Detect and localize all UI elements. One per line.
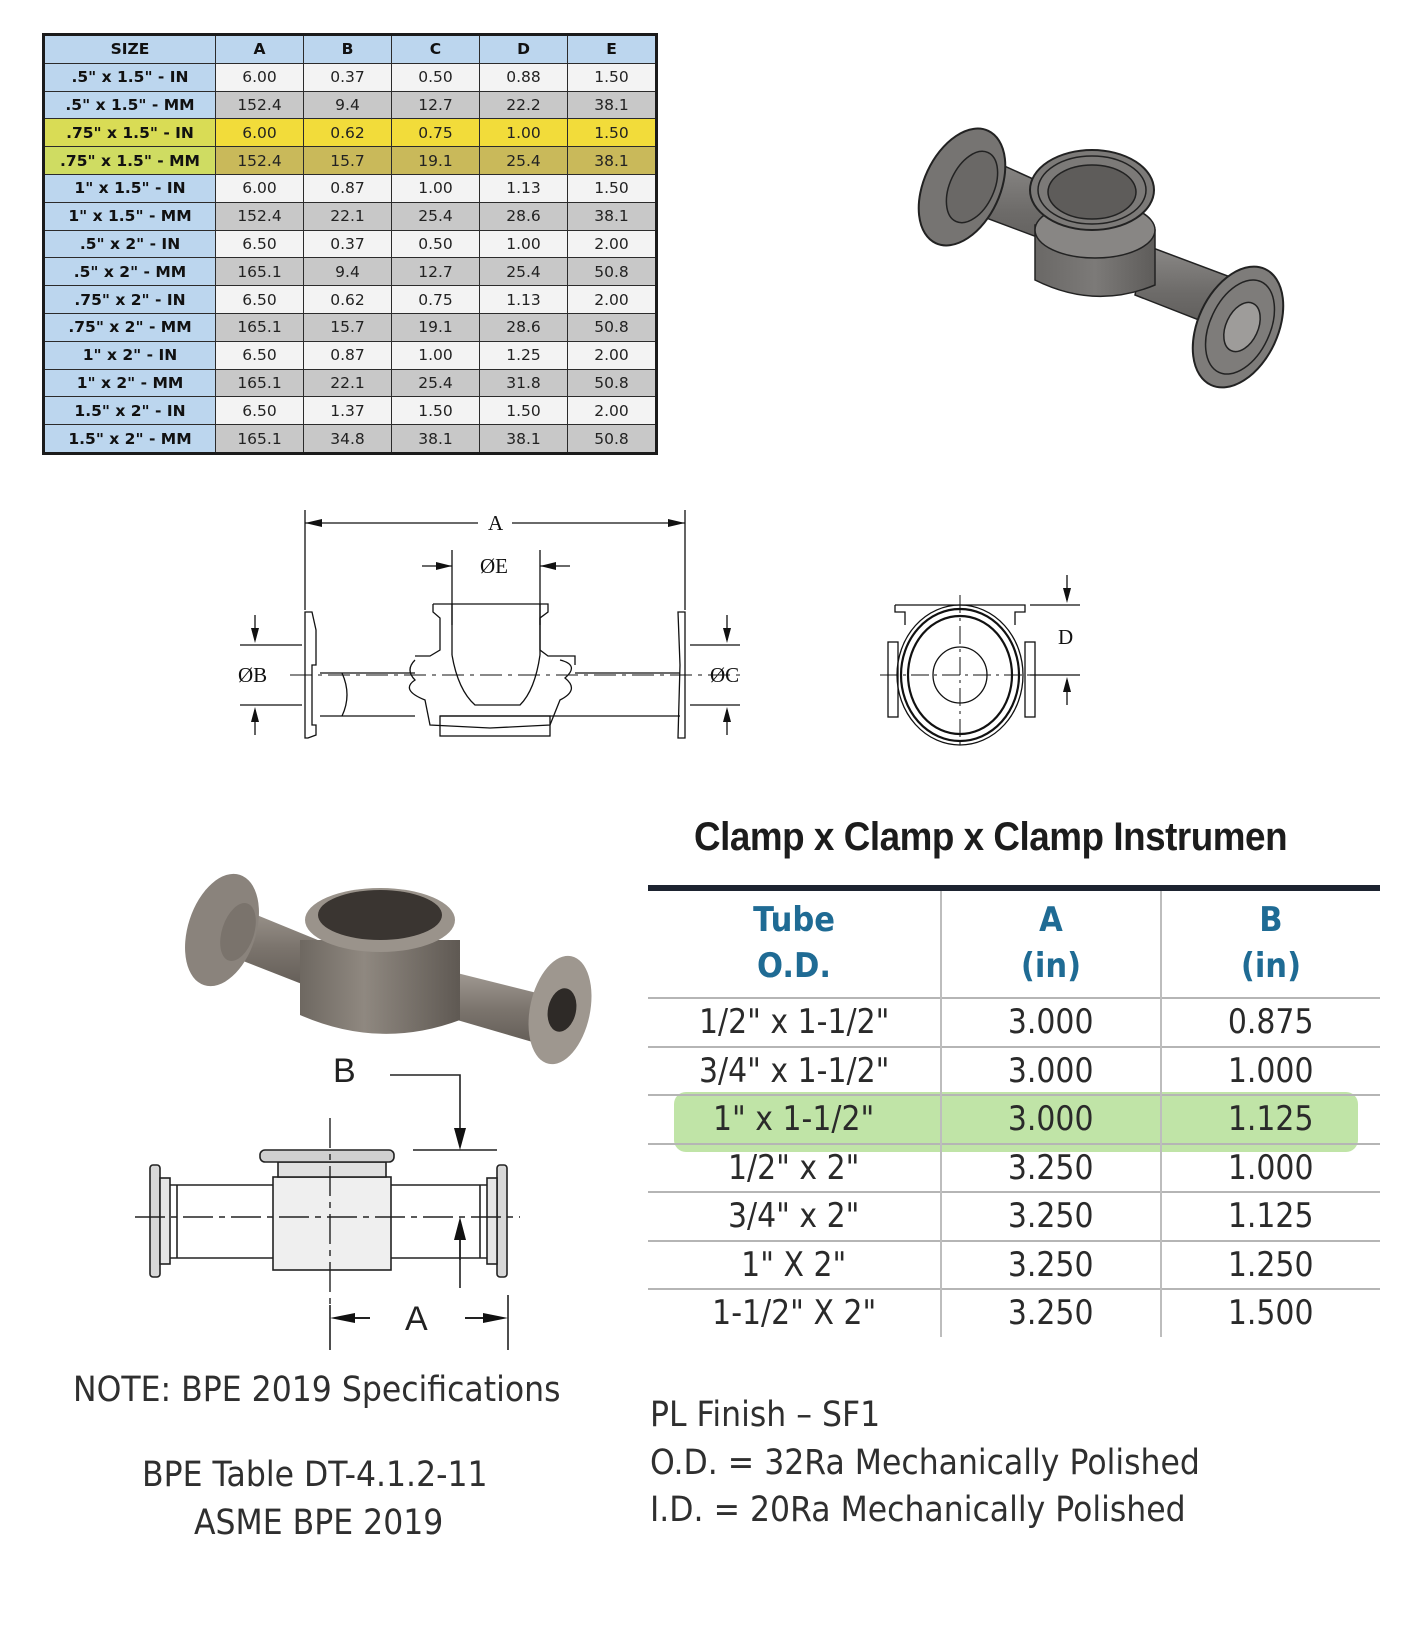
table-row-highlighted xyxy=(44,119,657,147)
table-row xyxy=(44,202,657,230)
table-row xyxy=(44,341,657,369)
size-cell: 1" x 1.5" - MM xyxy=(44,202,216,230)
tube-od-cell xyxy=(648,1095,941,1144)
table-row xyxy=(44,425,657,454)
tube-od-cell xyxy=(648,1144,941,1193)
value-cell: 12.7 xyxy=(392,91,480,119)
cell-text: 1.125 xyxy=(1228,1099,1314,1140)
value-cell: 25.4 xyxy=(392,369,480,397)
table-row xyxy=(44,63,657,91)
cell-text: 3.000 xyxy=(1008,1099,1094,1140)
b-cell xyxy=(1161,998,1380,1047)
value-cell: 38.1 xyxy=(480,425,568,454)
value-cell: 1.50 xyxy=(568,63,657,91)
a-cell xyxy=(941,1047,1161,1096)
value-cell: 19.1 xyxy=(392,313,480,341)
header-size: SIZE xyxy=(44,35,216,64)
value-cell: 0.62 xyxy=(304,286,392,314)
table-row xyxy=(44,230,657,258)
cell-text: 3.000 xyxy=(1008,1050,1094,1091)
cell-text: 3.000 xyxy=(1008,1002,1094,1043)
value-cell: 25.4 xyxy=(480,147,568,175)
dim-label-e: ØE xyxy=(480,554,508,578)
cell-text: 1-1/2" X 2" xyxy=(711,1293,877,1334)
b-cell xyxy=(1161,1289,1380,1337)
header-a-in xyxy=(952,888,1150,998)
value-cell: 1.50 xyxy=(568,119,657,147)
header-a: A xyxy=(216,35,304,64)
value-cell: 1.00 xyxy=(392,341,480,369)
cell-text: 0.875 xyxy=(1228,1002,1314,1043)
table-row xyxy=(44,91,657,119)
value-cell: 1.00 xyxy=(480,230,568,258)
value-cell: 1.13 xyxy=(480,286,568,314)
value-cell: 1.50 xyxy=(392,397,480,425)
b-cell xyxy=(1161,1241,1380,1290)
value-cell: 19.1 xyxy=(392,147,480,175)
value-cell: 9.4 xyxy=(304,258,392,286)
dim-label-d: D xyxy=(1058,625,1074,649)
cell-text: 1" X 2" xyxy=(741,1244,847,1285)
dim-label-a: A xyxy=(488,511,504,535)
table-row xyxy=(648,998,1380,1047)
value-cell: 6.50 xyxy=(216,397,304,425)
size-cell: 1.5" x 2" - IN xyxy=(44,397,216,425)
value-cell: 15.7 xyxy=(304,313,392,341)
value-cell: 2.00 xyxy=(568,341,657,369)
size-cell: .5" x 2" - MM xyxy=(44,258,216,286)
dimension-spec-table xyxy=(42,33,658,455)
value-cell: 165.1 xyxy=(216,425,304,454)
value-cell: 1.00 xyxy=(392,174,480,202)
value-cell: 0.37 xyxy=(304,230,392,258)
a-cell xyxy=(941,1192,1161,1241)
header-line: (in) xyxy=(1240,946,1302,986)
value-cell: 0.62 xyxy=(304,119,392,147)
value-cell: 165.1 xyxy=(216,258,304,286)
value-cell: 34.8 xyxy=(304,425,392,454)
value-cell: 6.00 xyxy=(216,119,304,147)
tube-od-cell xyxy=(648,1289,941,1337)
value-cell: 1.25 xyxy=(480,341,568,369)
clamp-table-title: Clamp x Clamp x Clamp Instrumen xyxy=(694,815,1288,859)
note-text: NOTE: BPE 2019 Specifications xyxy=(73,1370,561,1410)
size-cell: 1" x 2" - IN xyxy=(44,341,216,369)
note-text: I.D. = 20Ra Mechanically Polished xyxy=(650,1490,1186,1530)
value-cell: 15.7 xyxy=(304,147,392,175)
dimension-drawing-bottom xyxy=(135,1052,535,1360)
value-cell: 25.4 xyxy=(392,202,480,230)
value-cell: 0.87 xyxy=(304,174,392,202)
table-row-highlighted xyxy=(648,1095,1380,1144)
cell-text: 3/4" x 2" xyxy=(728,1196,860,1237)
value-cell: 50.8 xyxy=(568,313,657,341)
cell-text: 1.125 xyxy=(1228,1196,1314,1237)
value-cell: 25.4 xyxy=(480,258,568,286)
a-cell xyxy=(941,1095,1161,1144)
a-cell xyxy=(941,1289,1161,1337)
value-cell: 6.00 xyxy=(216,63,304,91)
dim-label-b: ØB xyxy=(238,663,268,687)
tube-od-cell xyxy=(648,1047,941,1096)
cad-render-instrument-tee xyxy=(920,95,1290,405)
header-b-in xyxy=(1172,888,1369,998)
value-cell: 38.1 xyxy=(568,91,657,119)
value-cell: 165.1 xyxy=(216,369,304,397)
cell-text: 1.250 xyxy=(1228,1244,1314,1285)
bpe-table-ref xyxy=(142,1455,526,1495)
value-cell: 1.13 xyxy=(480,174,568,202)
value-cell: 6.00 xyxy=(216,174,304,202)
value-cell: 38.1 xyxy=(568,147,657,175)
table-row xyxy=(648,1192,1380,1241)
header-tube-od xyxy=(663,888,927,998)
value-cell: 0.50 xyxy=(392,63,480,91)
value-cell: 28.6 xyxy=(480,202,568,230)
header-line: A xyxy=(1039,900,1063,940)
cell-text: 1" x 1-1/2" xyxy=(713,1099,875,1140)
value-cell: 1.50 xyxy=(568,174,657,202)
clamp-table-header-row xyxy=(648,888,1380,998)
header-b: B xyxy=(304,35,392,64)
header-c: C xyxy=(392,35,480,64)
cell-text: 3.250 xyxy=(1008,1293,1094,1334)
header-line: O.D. xyxy=(757,946,832,986)
b-cell xyxy=(1161,1047,1380,1096)
clamp-dimension-table xyxy=(648,885,1380,1337)
dim-label-c: ØC xyxy=(710,663,740,687)
value-cell: 2.00 xyxy=(568,230,657,258)
finish-note xyxy=(650,1395,906,1435)
value-cell: 1.50 xyxy=(480,397,568,425)
cell-text: 1.500 xyxy=(1228,1293,1314,1334)
size-cell: .5" x 1.5" - MM xyxy=(44,91,216,119)
tube-od-cell xyxy=(648,998,941,1047)
value-cell: 0.37 xyxy=(304,63,392,91)
b-cell xyxy=(1161,1192,1380,1241)
value-cell: 31.8 xyxy=(480,369,568,397)
tube-od-cell xyxy=(648,1241,941,1290)
value-cell: 1.00 xyxy=(480,119,568,147)
a-cell xyxy=(941,1241,1161,1290)
spec-table-header-row xyxy=(44,35,657,64)
value-cell: 50.8 xyxy=(568,425,657,454)
cell-text: 1/2" x 1-1/2" xyxy=(698,1002,890,1043)
table-row xyxy=(44,286,657,314)
value-cell: 0.75 xyxy=(392,119,480,147)
table-row xyxy=(648,1289,1380,1337)
header-line: Tube xyxy=(753,900,836,940)
id-finish-note xyxy=(650,1490,1245,1530)
value-cell: 6.50 xyxy=(216,230,304,258)
value-cell: 152.4 xyxy=(216,147,304,175)
bpe-spec-note xyxy=(73,1370,615,1410)
a-cell xyxy=(941,1144,1161,1193)
value-cell: 50.8 xyxy=(568,258,657,286)
cell-text: 1.000 xyxy=(1228,1147,1314,1188)
table-row xyxy=(44,174,657,202)
b-cell xyxy=(1161,1144,1380,1193)
value-cell: 28.6 xyxy=(480,313,568,341)
cell-text: 3.250 xyxy=(1008,1147,1094,1188)
value-cell: 152.4 xyxy=(216,202,304,230)
header-line: (in) xyxy=(1020,946,1082,986)
od-finish-note xyxy=(650,1443,1261,1483)
value-cell: 38.1 xyxy=(568,202,657,230)
size-cell: .75" x 1.5" - IN xyxy=(44,119,216,147)
dim-label-b-bottom: B xyxy=(333,1052,356,1090)
value-cell: 0.88 xyxy=(480,63,568,91)
header-line: B xyxy=(1259,900,1283,940)
table-row xyxy=(44,313,657,341)
size-cell: .75" x 1.5" - MM xyxy=(44,147,216,175)
value-cell: 165.1 xyxy=(216,313,304,341)
cell-text: 1/2" x 2" xyxy=(728,1147,860,1188)
header-d: D xyxy=(480,35,568,64)
size-cell: .5" x 1.5" - IN xyxy=(44,63,216,91)
note-text: ASME BPE 2019 xyxy=(194,1503,444,1543)
a-cell xyxy=(941,998,1161,1047)
size-cell: 1.5" x 2" - MM xyxy=(44,425,216,454)
dim-label-a-bottom: A xyxy=(405,1300,428,1338)
value-cell: 6.50 xyxy=(216,341,304,369)
asme-ref xyxy=(194,1503,471,1543)
size-cell: 1" x 1.5" - IN xyxy=(44,174,216,202)
tube-od-cell xyxy=(648,1192,941,1241)
value-cell: 0.50 xyxy=(392,230,480,258)
value-cell: 1.37 xyxy=(304,397,392,425)
value-cell: 50.8 xyxy=(568,369,657,397)
cell-text: 3.250 xyxy=(1008,1196,1094,1237)
photo-render-instrument-tee xyxy=(180,860,600,1080)
value-cell: 9.4 xyxy=(304,91,392,119)
value-cell: 6.50 xyxy=(216,286,304,314)
value-cell: 38.1 xyxy=(392,425,480,454)
cell-text: 1.000 xyxy=(1228,1050,1314,1091)
value-cell: 12.7 xyxy=(392,258,480,286)
cell-text: 3.250 xyxy=(1008,1244,1094,1285)
b-cell xyxy=(1161,1095,1380,1144)
table-row xyxy=(44,258,657,286)
size-cell: .75" x 2" - MM xyxy=(44,313,216,341)
size-cell: 1" x 2" - MM xyxy=(44,369,216,397)
table-row-highlighted xyxy=(44,147,657,175)
table-row xyxy=(648,1047,1380,1096)
table-row xyxy=(44,369,657,397)
value-cell: 152.4 xyxy=(216,91,304,119)
value-cell: 22.1 xyxy=(304,369,392,397)
side-view-drawing xyxy=(230,500,790,760)
table-row xyxy=(648,1241,1380,1290)
value-cell: 0.75 xyxy=(392,286,480,314)
size-cell: .75" x 2" - IN xyxy=(44,286,216,314)
value-cell: 2.00 xyxy=(568,397,657,425)
header-e: E xyxy=(568,35,657,64)
note-text: PL Finish – SF1 xyxy=(650,1395,881,1435)
note-text: O.D. = 32Ra Mechanically Polished xyxy=(650,1443,1200,1483)
cell-text: 3/4" x 1-1/2" xyxy=(698,1050,890,1091)
size-cell: .5" x 2" - IN xyxy=(44,230,216,258)
value-cell: 22.2 xyxy=(480,91,568,119)
value-cell: 2.00 xyxy=(568,286,657,314)
value-cell: 22.1 xyxy=(304,202,392,230)
note-text: BPE Table DT-4.1.2-11 xyxy=(142,1455,488,1495)
value-cell: 0.87 xyxy=(304,341,392,369)
table-row xyxy=(648,1144,1380,1193)
end-view-drawing xyxy=(880,570,1100,750)
table-row xyxy=(44,397,657,425)
